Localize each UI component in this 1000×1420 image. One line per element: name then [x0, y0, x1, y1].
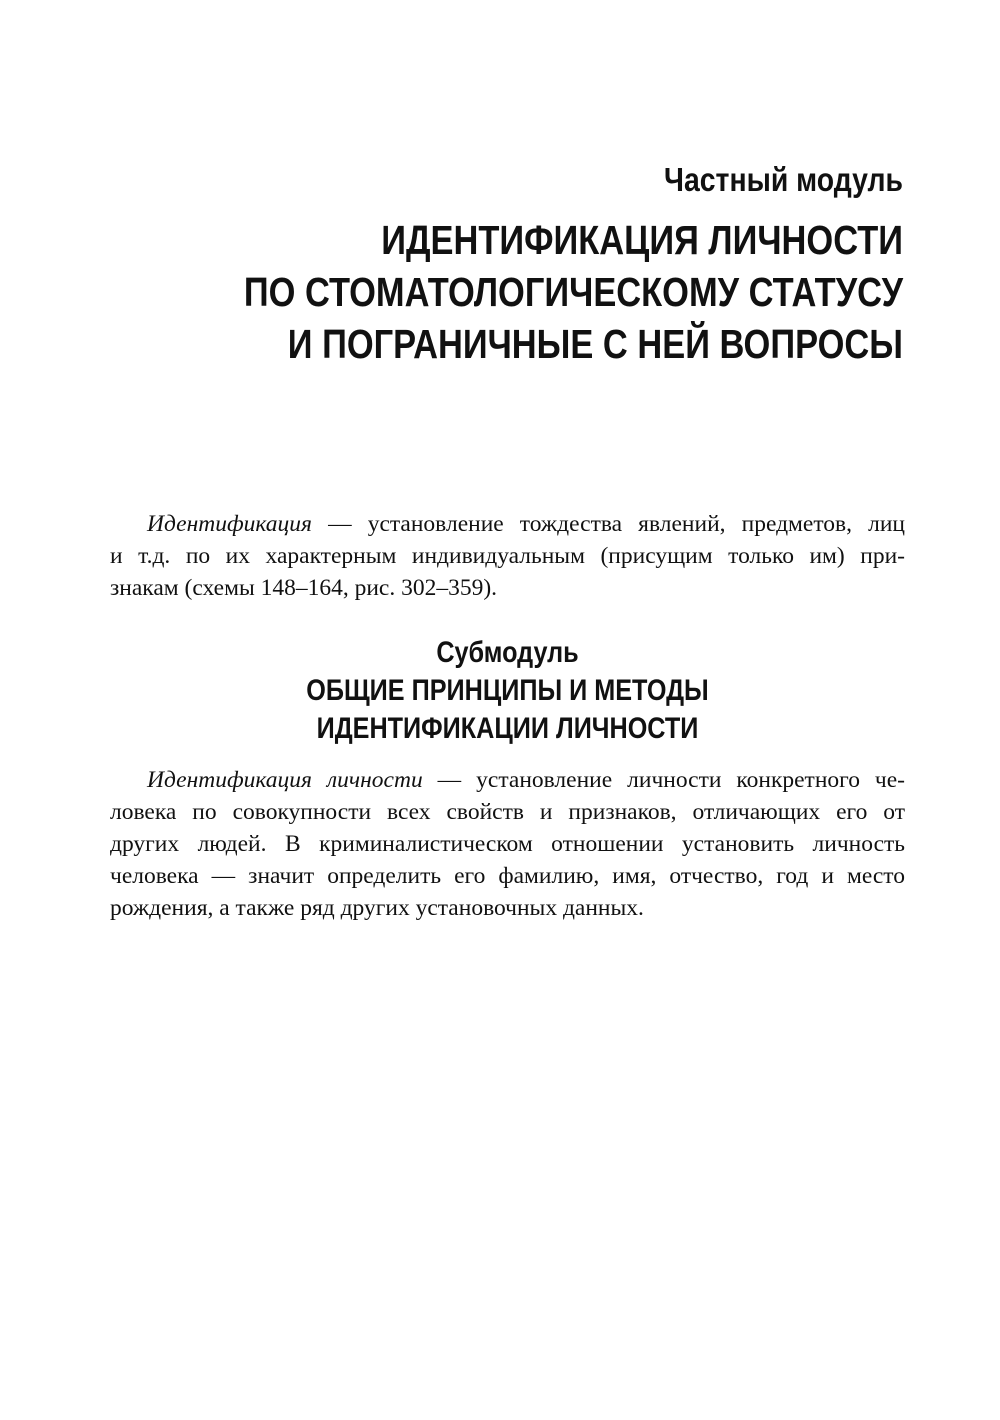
module-label: Частный модуль [664, 161, 903, 198]
defined-term: Идентификация личности [147, 767, 423, 793]
module-title-line: ПО СТОМАТОЛОГИЧЕСКОМУ СТАТУСУ [243, 269, 903, 315]
paragraph-line: рождения, а также ряд других установочных данных. [110, 895, 644, 921]
submodule-title-line: ОБЩИЕ ПРИНЦИПЫ И МЕТОДЫ [306, 674, 709, 707]
submodule-header [110, 634, 905, 748]
paragraph-line: знакам (схемы 148–164, рис. 302–359). [110, 575, 498, 601]
paragraph-line: человека — значит определить его фамилию, имя, отчество, год и место [110, 863, 905, 889]
module-title [103, 214, 903, 370]
paragraph-text: — установление тождества явлений, предметов, лиц [311, 511, 905, 537]
paragraph-line [110, 764, 905, 796]
submodule-label: Субмодуль [436, 636, 579, 669]
identity-paragraph [110, 764, 905, 924]
module-title-line: ИДЕНТИФИКАЦИЯ ЛИЧНОСТИ [381, 217, 903, 263]
paragraph-line [110, 508, 905, 540]
paragraph-line: и т.д. по их характерным индивидуальным (присущим только им) при- [110, 543, 905, 569]
definition-paragraph [110, 508, 905, 604]
module-header [103, 158, 903, 370]
defined-term: Идентификация [147, 511, 312, 537]
paragraph-line: других людей. В криминалистическом отношении установить личность [110, 831, 905, 857]
module-title-line: И ПОГРАНИЧНЫЕ С НЕЙ ВОПРОСЫ [287, 321, 903, 367]
submodule-title-line: ИДЕНТИФИКАЦИИ ЛИЧНОСТИ [316, 712, 699, 745]
paragraph-text: — установление личности конкретного че- [422, 767, 906, 793]
paragraph-line: ловека по совокупности всех свойств и признаков, отличающих его от [110, 799, 905, 825]
